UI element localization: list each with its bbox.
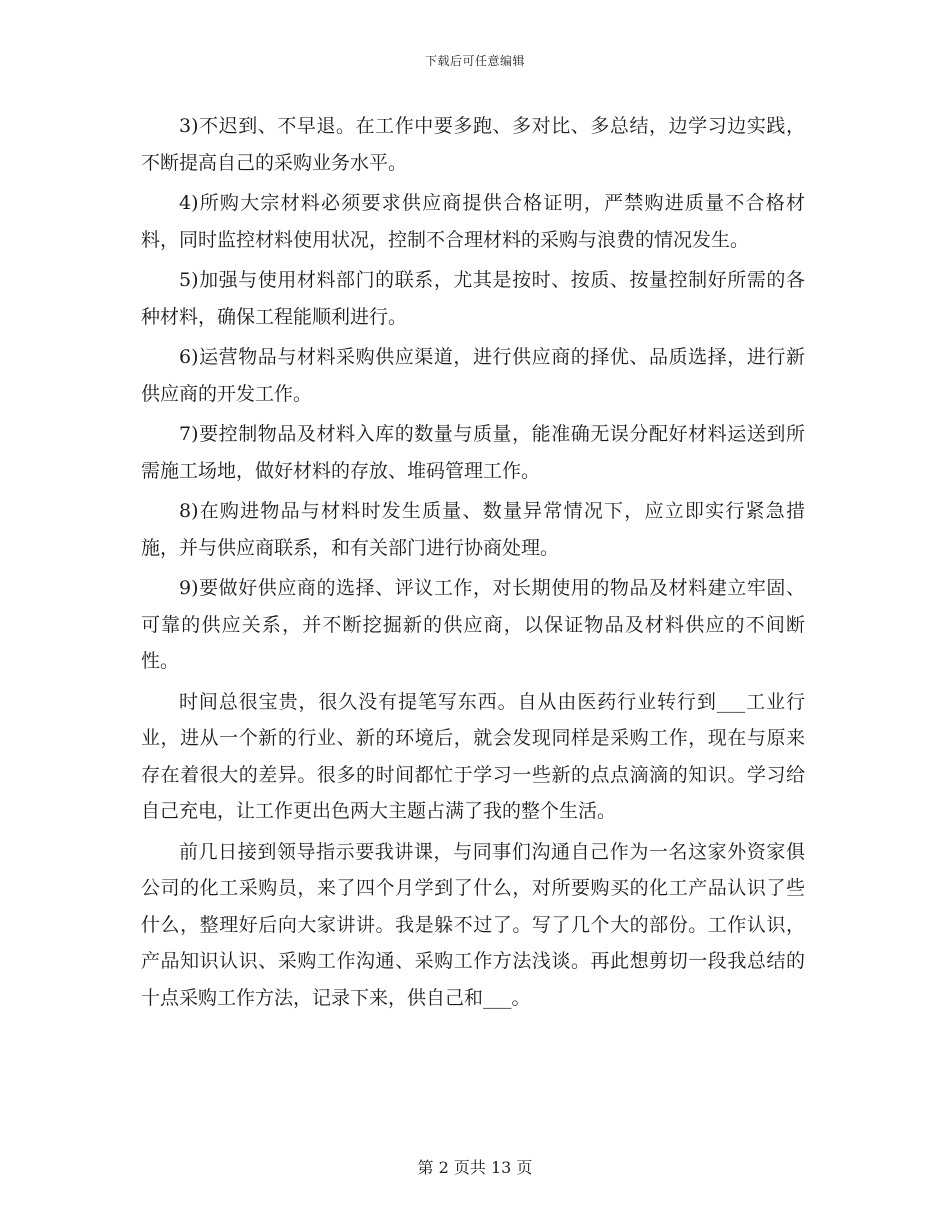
document-body [141, 108, 805, 1020]
paragraph-time-precious: 时间总很宝贵，很久没有提笔写东西。自从由医药行业转行到___工业行业，进从一个新的行业、新的环境后，就会发现同样是采购工作，现在与原来存在着很大的差异。很多的时间都忙于学习一些新的点点滴滴的知识。学习给自己充电，让工作更出色两大主题占满了我的整个生活。 [141, 690, 805, 822]
paragraph-item-6: 6)运营物品与材料采购供应渠道，进行供应商的择优、品质选择，进行新供应商的开发工作。 [141, 346, 805, 405]
paragraph-item-8: 8)在购进物品与材料时发生质量、数量异常情况下，应立即实行紧急措施，并与供应商联系，和有关部门进行协商处理。 [141, 500, 805, 559]
paragraph-item-3: 3)不迟到、不早退。在工作中要多跑、多对比、多总结，边学习边实践，不断提高自己的采购业务水平。 [141, 115, 805, 174]
paragraph-item-4: 4)所购大宗材料必须要求供应商提供合格证明，严禁购进质量不合格材料，同时监控材料使用状况，控制不合理材料的采购与浪费的情况发生。 [141, 192, 805, 251]
page-number: 第 2 页共 13 页 [417, 1158, 533, 1177]
page-header: 下载后可任意编辑 [424, 54, 525, 68]
paragraph-item-5: 5)加强与使用材料部门的联系，尤其是按时、按质、按量控制好所需的各种材料，确保工程能顺利进行。 [141, 269, 805, 328]
paragraph-lecture: 前几日接到领导指示要我讲课，与同事们沟通自己作为一名这家外资家俱公司的化工采购员，来了四个月学到了什么，对所要购买的化工产品认识了些什么，整理好后向大家讲讲。我是躲不过了。写了几个大的部份。工作认识，产品知识认识、采购工作沟通、采购工作方法浅谈。再此想剪切一段我总结的十点采购工作方法，记录下来，供自己和___。 [141, 840, 805, 1009]
paragraph-item-7: 7)要控制物品及材料入库的数量与质量，能准确无误分配好材料运送到所需施工场地，做好材料的存放、堆码管理工作。 [141, 423, 805, 482]
paragraph-item-9: 9)要做好供应商的选择、评议工作，对长期使用的物品及材料建立牢固、可靠的供应关系，并不断挖掘新的供应商，以保证物品及材料供应的不间断性。 [141, 577, 805, 672]
